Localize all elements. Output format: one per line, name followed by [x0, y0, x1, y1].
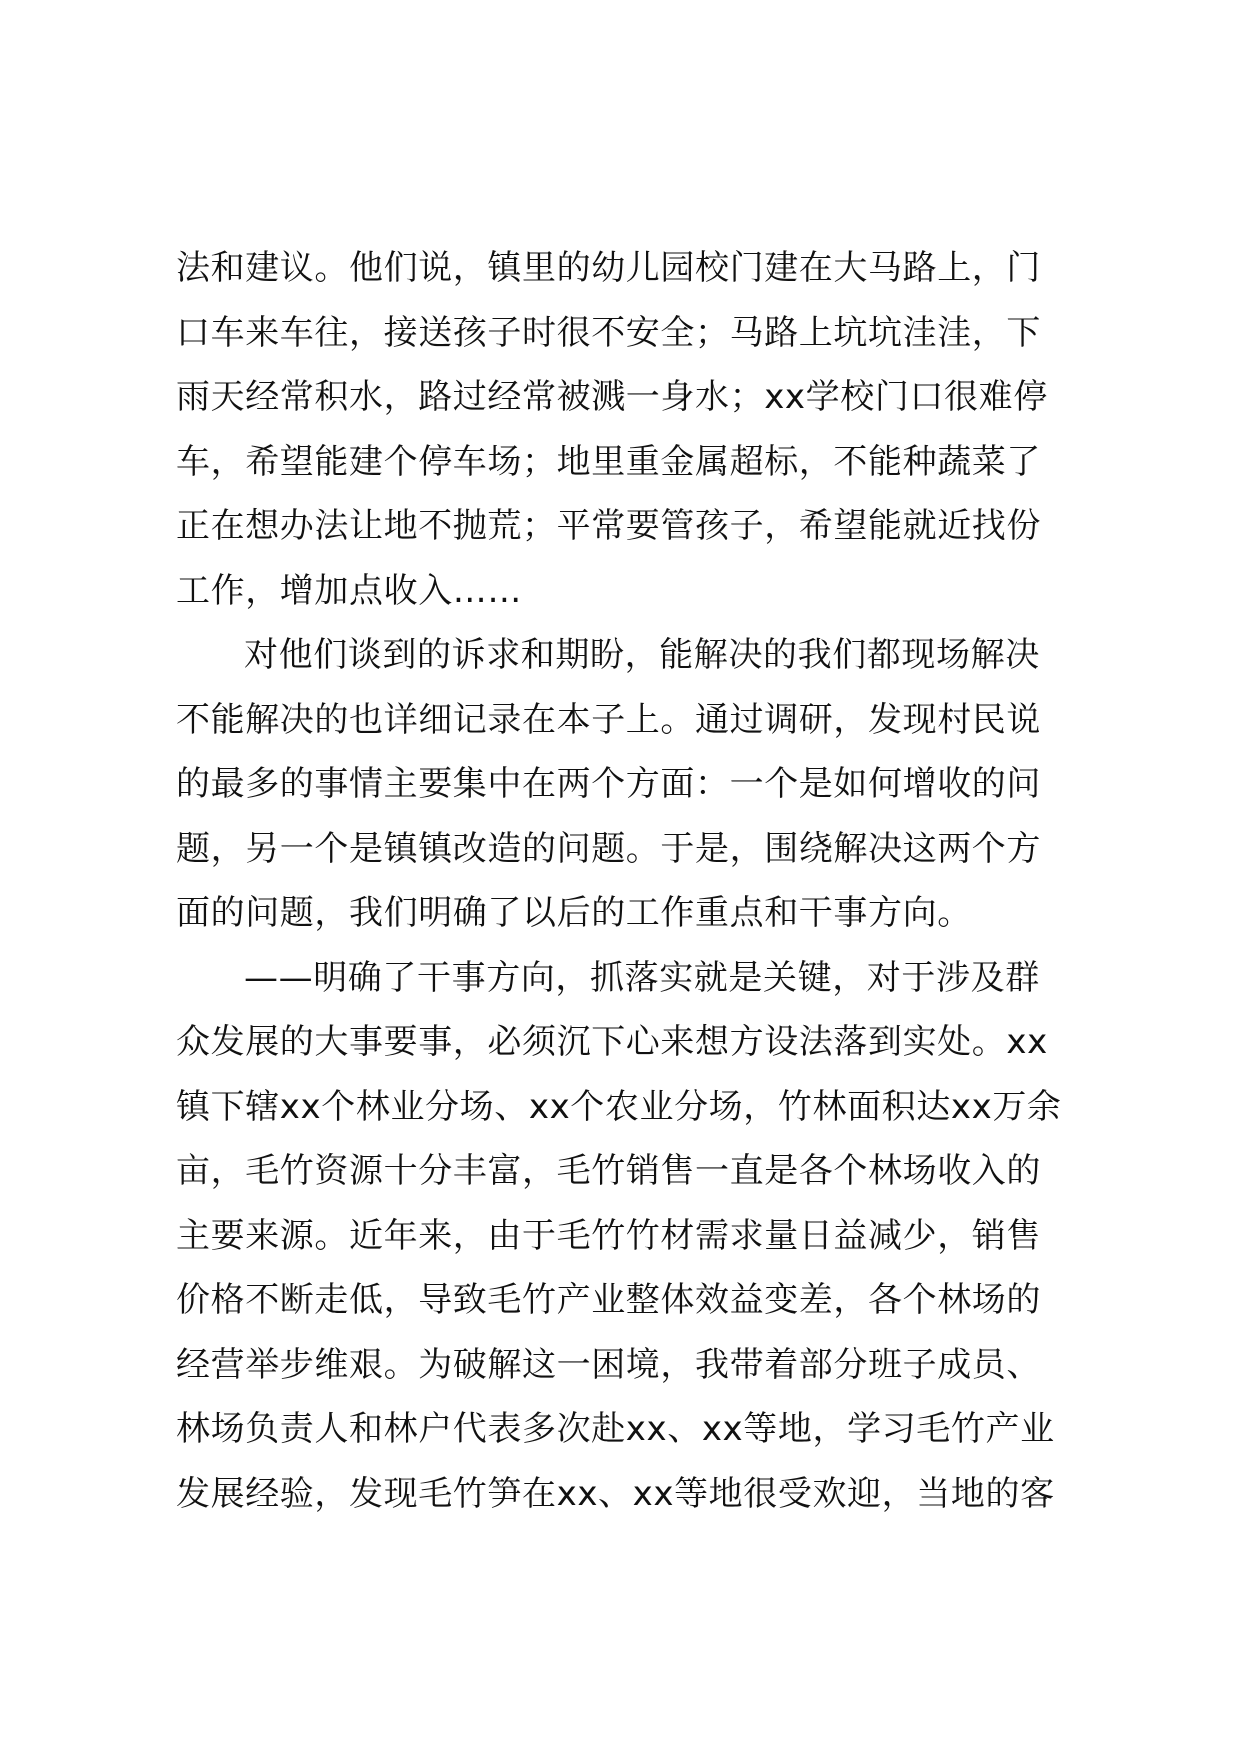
text-line: 正在想办法让地不抛荒；平常要管孩子，希望能就近找份 — [176, 506, 1041, 546]
body-text — [176, 236, 1116, 1526]
text-line: 工作，增加点收入…… — [176, 570, 522, 611]
text-line: 题，另一个是镇镇改造的问题。于是，围绕解决这两个方 — [176, 828, 1041, 869]
text-line: 的最多的事情主要集中在两个方面：一个是如何增收的问 — [176, 764, 1041, 804]
paragraph-first-line: 对他们谈到的诉求和期盼，能解决的我们都现场解决 — [244, 635, 1040, 675]
text-line: 发展经验，发现毛竹笋在xx、xx等地很受欢迎，当地的客 — [176, 1473, 1055, 1514]
text-line: 车，希望能建个停车场；地里重金属超标，不能种蔬菜了 — [176, 441, 1041, 482]
text-line: 经营举步维艰。为破解这一困境，我带着部分班子成员、 — [176, 1344, 1041, 1385]
text-line: 面的问题，我们明确了以后的工作重点和干事方向。 — [176, 893, 972, 933]
text-line: 法和建议。他们说，镇里的幼儿园校门建在大马路上，门 — [176, 248, 1041, 288]
text-line: 众发展的大事要事，必须沉下心来想方设法落到实处。xx — [176, 1022, 1048, 1062]
text-line: 价格不断走低，导致毛竹产业整体效益变差，各个林场的 — [176, 1280, 1041, 1320]
text-line: 不能解决的也详细记录在本子上。通过调研，发现村民说 — [176, 699, 1041, 740]
text-line: 亩，毛竹资源十分丰富，毛竹销售一直是各个林场收入的 — [176, 1151, 1041, 1191]
text-line: 口车来车往，接送孩子时很不安全；马路上坑坑洼洼，下 — [176, 312, 1041, 353]
text-line: 镇下辖xx个林业分场、xx个农业分场，竹林面积达xx万余 — [176, 1086, 1062, 1127]
paragraph-first-line: ——明确了干事方向，抓落实就是关键，对于涉及群 — [244, 957, 1040, 998]
text-line: 雨天经常积水，路过经常被溅一身水；xx学校门口很难停 — [176, 377, 1048, 417]
text-line: 主要来源。近年来，由于毛竹竹材需求量日益减少，销售 — [176, 1215, 1041, 1256]
text-line: 林场负责人和林户代表多次赴xx、xx等地，学习毛竹产业 — [176, 1409, 1055, 1449]
